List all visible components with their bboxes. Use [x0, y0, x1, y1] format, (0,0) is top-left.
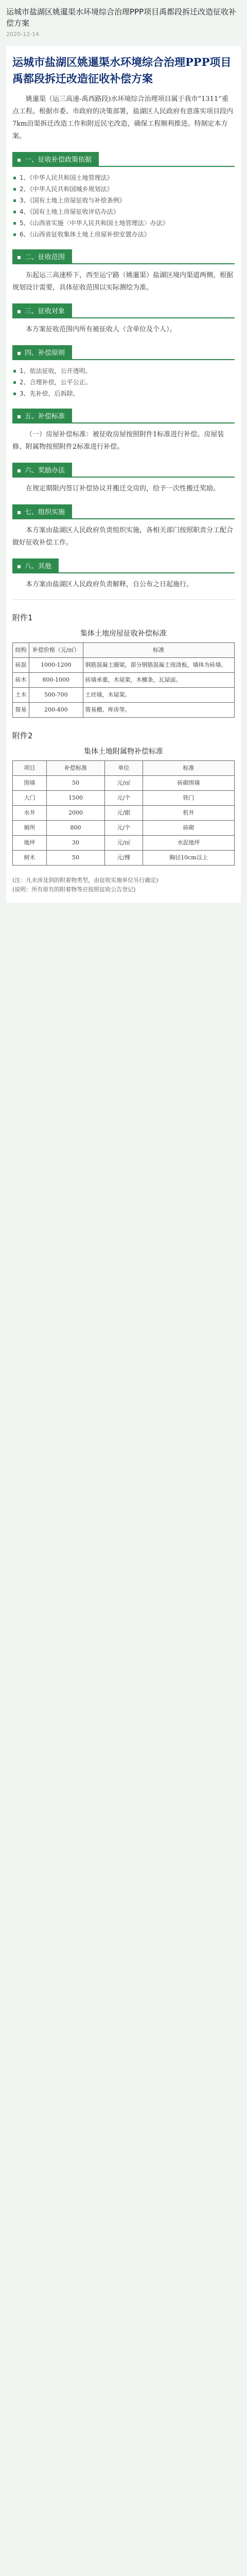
table-cell: 30	[47, 836, 105, 851]
divider	[12, 477, 235, 478]
table-header: 补偿价格（元/㎡）	[29, 643, 83, 658]
divider	[12, 572, 235, 573]
intro-paragraph: 姚暹渠（运三高速-禹西路段)水环境综合治理项目属于我市“1311”重点工程。根据市委、市政府的决策部署，盐湖区人民政府有意落实项目段内7km沿渠拆迁改造工作和附近民宅改造，确保工程顺利推进。特制定本方案。	[12, 95, 234, 140]
table-cell: 简易棚、库房等。	[83, 703, 234, 718]
table-cell: 砖砌围墙	[143, 776, 234, 791]
attachment-2-label: 附件2	[12, 731, 33, 740]
table-header: 结构	[13, 643, 29, 658]
table-cell: 500-700	[29, 688, 83, 703]
principle-list	[12, 365, 235, 399]
table-row	[13, 836, 235, 851]
page-header	[0, 0, 247, 41]
section-heading: 一、征收补偿政策依据	[12, 152, 99, 166]
article-title: 运城市盐湖区姚暹渠水环境综合治理PPP项目禹都段拆迁改造征收补偿方案	[12, 56, 232, 85]
reward-paragraph: 在规定期限内签订补偿协议并搬迁交房的，给予一次性搬迁奖励。	[26, 485, 220, 493]
section-heading: 八、其他	[12, 558, 59, 572]
list-item: 3、先补偿，后拆除。	[12, 388, 235, 399]
table-cell: 地坪	[13, 836, 47, 851]
table-cell: 元/㎡	[104, 836, 143, 851]
table-row	[13, 806, 235, 821]
section-heading: 五、补偿标准	[12, 409, 72, 422]
section-heading: 三、征收对象	[12, 303, 72, 317]
attachment-2-table	[12, 760, 235, 866]
table-cell: 50	[47, 776, 105, 791]
table-cell: 元/个	[104, 791, 143, 806]
table-header: 单位	[104, 761, 143, 776]
section-heading: 七、组织实施	[12, 504, 72, 518]
table-cell: 厕所	[13, 821, 47, 836]
section-standard	[12, 409, 235, 423]
section-basis	[12, 152, 235, 167]
section-heading: 四、补偿原则	[12, 345, 72, 359]
table-header: 项目	[13, 761, 47, 776]
basis-list	[12, 172, 235, 240]
divider	[12, 166, 235, 167]
table-cell: 胸径10cm以上	[143, 851, 234, 866]
list-item: 2、合理补偿，公平公正。	[12, 377, 235, 388]
table-row	[13, 821, 235, 836]
standard-paragraph: （一）房屋补偿标准：被征收房屋按照附件1标准进行补偿。房屋装修、附属物按照附件2标准进行补偿。	[12, 431, 224, 451]
table-cell: 元/个	[104, 821, 143, 836]
divider	[12, 317, 235, 318]
table-cell: 元/㎡	[104, 776, 143, 791]
table-cell: 砖砌	[143, 821, 234, 836]
table-cell: 土坯墙，木屋架。	[83, 688, 234, 703]
table-row	[13, 851, 235, 866]
list-item: 1、《中华人民共和国土地管理法》	[12, 172, 235, 183]
divider	[12, 599, 235, 600]
other-paragraph: 本方案由盐湖区人民政府负责解释，自公布之日起施行。	[26, 581, 193, 588]
table-row	[13, 791, 235, 806]
footer-note: (说明：所有原有的附着物等应按照征收公告登记)	[12, 886, 136, 893]
table-header: 补偿标准	[47, 761, 105, 776]
divider	[12, 359, 235, 360]
list-item: 4、《国有土地上房屋征收评估办法》	[12, 206, 235, 217]
table-cell: 树木	[13, 851, 47, 866]
table-header: 标准	[83, 643, 234, 658]
table-cell: 简易	[13, 703, 29, 718]
divider	[12, 422, 235, 423]
table-cell: 800-1000	[29, 673, 83, 688]
divider	[12, 518, 235, 519]
list-item: 5、《山西省实施〈中华人民共和国土地管理法〉办法》	[12, 217, 235, 229]
table-cell: 砖木	[13, 673, 29, 688]
section-heading: 六、奖励办法	[12, 463, 72, 477]
table-cell: 50	[47, 851, 105, 866]
attachment-1-label: 附件1	[12, 613, 33, 622]
attachment-1-table	[12, 642, 235, 718]
section-heading: 二、征收范围	[12, 249, 72, 263]
section-object	[12, 303, 235, 318]
table-cell: 机井	[143, 806, 234, 821]
table-cell: 1000-1200	[29, 658, 83, 673]
article-body	[6, 46, 241, 903]
table-cell: 砖混	[13, 658, 29, 673]
table-header-row	[13, 761, 235, 776]
table-cell: 元/眼	[104, 806, 143, 821]
attachment-2-title: 集体土地附属物补偿标准	[84, 748, 163, 756]
table-header: 标准	[143, 761, 234, 776]
table-cell: 大门	[13, 791, 47, 806]
object-paragraph: 本方案征收范围内所有被征收人（含单位及个人）。	[26, 326, 177, 333]
footer-notes	[12, 876, 235, 894]
section-other	[12, 558, 235, 573]
divider	[12, 263, 235, 264]
table-cell: 铁门	[143, 791, 234, 806]
table-cell: 元/棵	[104, 851, 143, 866]
table-row	[13, 673, 235, 688]
table-cell: 2000	[47, 806, 105, 821]
org-paragraph: 本方案由盐湖区人民政府负责组织实施，各相关部门按照职责分工配合做好征收补偿工作。	[12, 527, 234, 547]
list-item: 3、《国有土地上房屋征收与补偿条例》	[12, 195, 235, 206]
scope-paragraph: 东起运三高速桥下，西至运宁路（姚暹渠）盐湖区境内渠道两侧，根据规划设计需要，具体征收范围以实际测绘为准。	[12, 272, 234, 292]
footer-note: (注：凡未涉及到的附着物类型，由征收实施单位另行确定)	[12, 877, 158, 884]
table-cell: 土木	[13, 688, 29, 703]
table-cell: 1500	[47, 791, 105, 806]
table-row	[13, 658, 235, 673]
section-reward	[12, 463, 235, 478]
table-row	[13, 703, 235, 718]
table-cell: 砖墙承重，木屋架，木檩条，瓦屋面。	[83, 673, 234, 688]
publish-date: 2020-12-14	[6, 31, 39, 38]
table-cell: 800	[47, 821, 105, 836]
table-cell: 钢筋混凝土圈梁，部分钢筋混凝土现浇板，墙体为砖墙。	[83, 658, 234, 673]
table-cell: 围墙	[13, 776, 47, 791]
table-row	[13, 688, 235, 703]
list-item: 1、依法征收，公开透明。	[12, 365, 235, 377]
list-item: 2、《中华人民共和国城乡规划法》	[12, 183, 235, 195]
page-title: 运城市盐湖区姚暹渠水环境综合治理PPP项目禹都段拆迁改造征收补偿方案	[6, 7, 237, 28]
list-item: 6、《山西省征收集体土地上房屋补偿安置办法》	[12, 229, 235, 240]
section-principle	[12, 345, 235, 360]
section-scope	[12, 249, 235, 264]
section-org	[12, 504, 235, 519]
table-header-row	[13, 643, 235, 658]
table-row	[13, 776, 235, 791]
table-cell: 水井	[13, 806, 47, 821]
attachment-1-title: 集体土地房屋征收补偿标准	[80, 630, 167, 638]
table-cell: 200-400	[29, 703, 83, 718]
table-cell: 水泥地坪	[143, 836, 234, 851]
